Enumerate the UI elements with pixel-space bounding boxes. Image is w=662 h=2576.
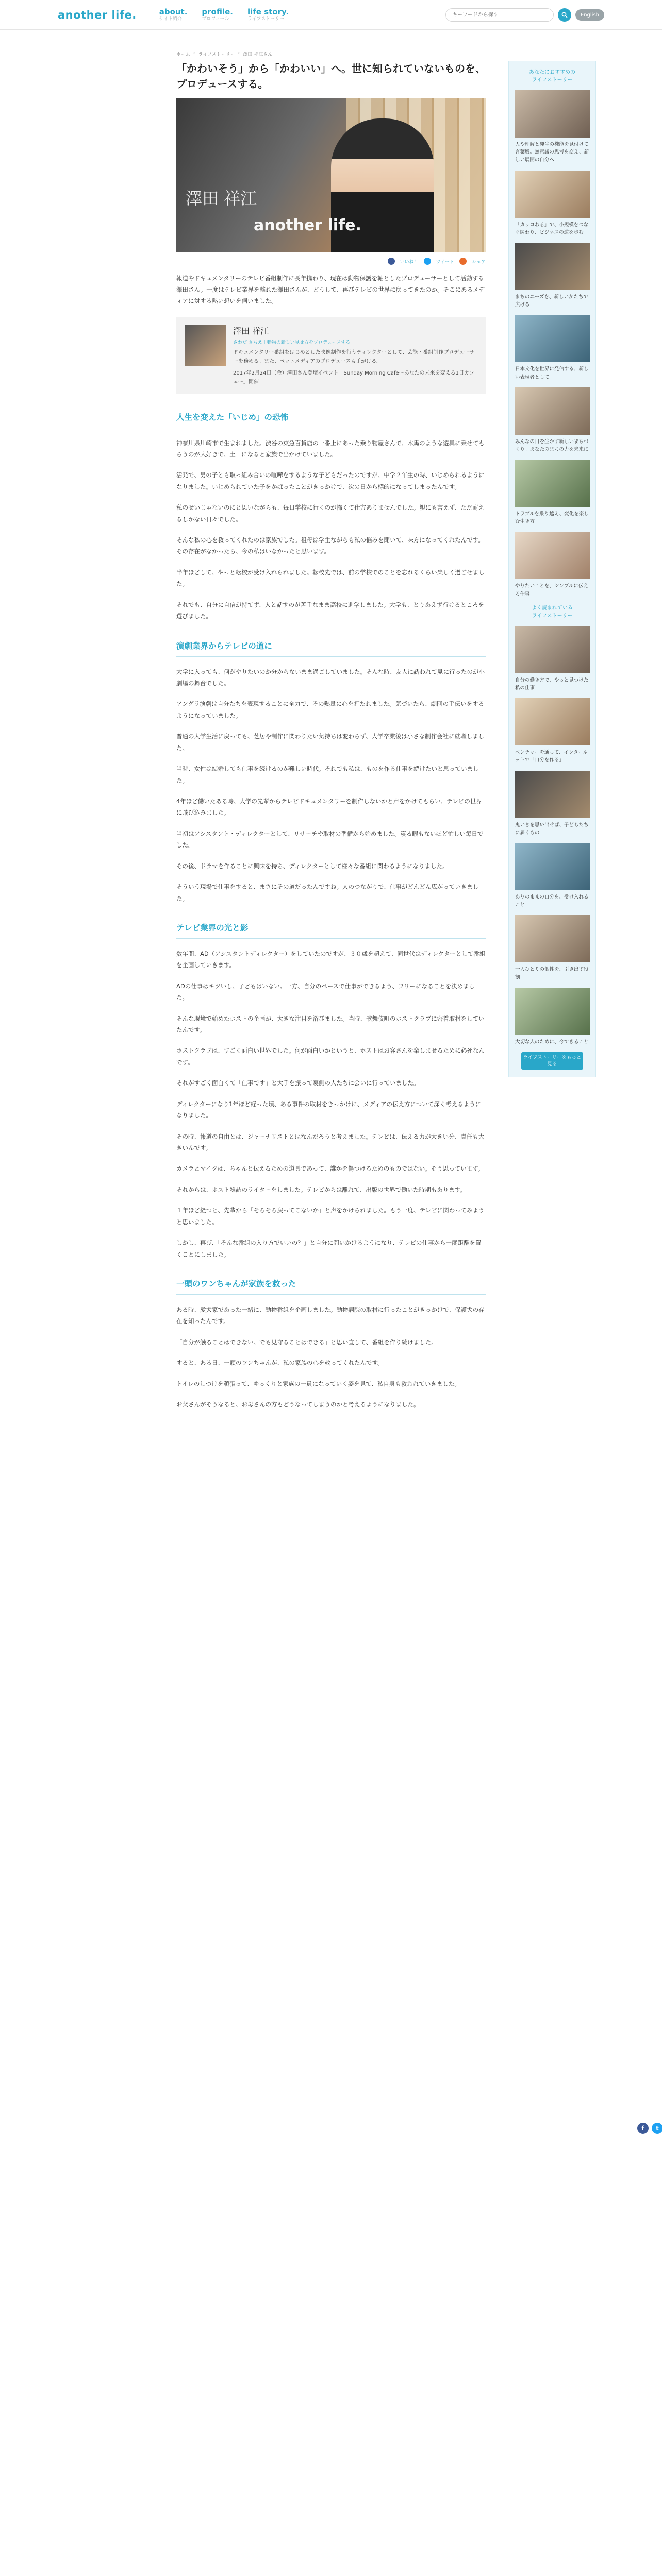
content-container — [58, 61, 604, 1410]
story-thumbnail — [515, 315, 590, 362]
profile-kana[interactable]: さわだ さちえ｜動物の新しい見せ方をプロデュースする — [233, 340, 351, 345]
recommend-box — [508, 61, 596, 1077]
nav-about[interactable] — [159, 8, 188, 22]
section-paragraph: ある時、愛犬家であった一緒に、動物番組を企画しました。動物病院の取材に行ったことがきっかけで、保護犬の存在を知ったんです。 — [176, 1306, 485, 1325]
section-paragraph: カメラとマイクは、ちゃんと伝えるための道具であって、誰かを傷つけるためのものではない。そう思っています。 — [176, 1165, 484, 1173]
share-icon — [459, 258, 467, 265]
section-paragraph: 当時、女性は結婚しても仕事を続けるのが難しい時代。それでも私は、ものを作る仕事を続けたいと思っていました。 — [176, 765, 479, 784]
section-paragraph: しかし、再び、「そんな番組の入り方でいいの？」と自分に問いかけるようになり、テレビの仕事から一度距離を置くことにしました。 — [176, 1239, 482, 1258]
like-button[interactable]: いいね！ — [400, 259, 419, 265]
profile-box — [176, 317, 486, 394]
section-paragraph: 半年ほどして、やっと転校が受け入れられました。転校先では、前の学校でのことを忘れるくらい楽しく過ごせました。 — [176, 568, 485, 588]
search-input[interactable] — [445, 8, 554, 22]
hero-name: 澤田 祥江 — [186, 189, 257, 208]
story-title: みんなの目を生かす新しいまちづくり。あなたのまちの力を未来に — [515, 438, 589, 452]
story-thumbnail — [515, 698, 590, 745]
breadcrumb-home[interactable]: ホーム — [176, 52, 191, 57]
story-title: ありのままの自分を、受け入れること — [515, 894, 589, 908]
story-title: 「カッコわる」で、小規模をつなぐ関わり、ビジネスの道を歩む — [515, 222, 589, 235]
story-thumbnail — [515, 243, 590, 290]
section-paragraph: その時、報道の自由とは、ジャーナリストとはなんだろうと考えました。テレビは、伝える力が大きい分、責任も大きいんです。 — [176, 1132, 485, 1151]
section-heading: 人生を変えた「いじめ」の恐怖 — [176, 411, 486, 428]
section-paragraph: ディレクターになり1年ほど経った頃、ある事件の取材をきっかけに、メディアの伝え方について深く考えるようになりました。 — [176, 1100, 482, 1120]
story-card[interactable] — [515, 460, 589, 526]
story-thumbnail — [515, 171, 590, 218]
story-card[interactable] — [515, 626, 589, 692]
story-card[interactable] — [515, 171, 589, 236]
section-paragraph: すると、ある日、一頭のワンちゃんが、私の家族の心を救ってくれたんです。 — [176, 1359, 384, 1367]
story-thumbnail — [515, 988, 590, 1035]
floating-share — [637, 2123, 662, 2134]
section-paragraph: 私のせいじゃないのにと思いながらも、毎日学校に行くのが怖くて仕方ありませんでした。親にも言えず、ただ耐えるしかない日々でした。 — [176, 504, 485, 523]
section-paragraph: 普通の大学生活に戻っても、芝居や制作に関わりたい気持ちは変わらず、大学卒業後は小さな制作会社に就職しました。 — [176, 733, 485, 752]
section-paragraph: そういう現場で仕事をすると、まさにその道だったんですね。人のつながりで、仕事がどんどん広がっていきました。 — [176, 883, 479, 902]
story-card[interactable] — [515, 988, 589, 1046]
profile-avatar — [185, 325, 226, 366]
story-thumbnail — [515, 771, 590, 818]
section-paragraph: トイレのしつけを頑張って、ゆっくりと家族の一員になっていく姿を見て、私自身も救われていきました。 — [176, 1380, 460, 1387]
nav-life-story-ja: ライフストーリー — [247, 16, 285, 22]
story-thumbnail — [515, 626, 590, 673]
story-title: やりたいことを、シンプルに伝える仕事 — [515, 583, 588, 597]
story-card[interactable] — [515, 387, 589, 453]
facebook-share-button[interactable] — [637, 2123, 649, 2134]
article — [176, 61, 486, 1410]
story-title: トラブルを乗り越え、変化を楽しむ生き方 — [515, 511, 589, 525]
article-lead: 報道やドキュメンタリーのテレビ番組制作に長年携わり、現在は動物保護を軸としたプロデューサーとして活動する澤田さん。一度はテレビ業界を離れた澤田さんが、どうして、再びテレビの世界に戻ってきたのか。そこにあるメディアに対する熱い想いを伺いました。 — [176, 275, 485, 304]
more-stories-button[interactable]: ライフストーリーをもっと見る — [521, 1052, 583, 1070]
article-sections — [176, 411, 486, 1411]
breadcrumb — [58, 30, 604, 61]
section-paragraph: 活発で、男の子とも取っ組み合いの喧嘩をするような子どもだったのですが、中学２年生の時、いじめられるようになりました。いじめられていた子をかばったことがきっかけで、次の日から標的になってしまったんです。 — [176, 471, 485, 490]
section-paragraph: ADの仕事はキツいし、子どもはいない。一方、自分のペースで仕事ができるよう、フリーになることを決めました。 — [176, 982, 475, 1002]
story-card[interactable] — [515, 843, 589, 909]
nav-about-en: about. — [159, 7, 188, 16]
like-icon — [388, 258, 395, 265]
section-paragraph: ホストクラブは、すごく面白い世界でした。何が面白いかというと、ホストはお客さんを楽しませるために必死なんです。 — [176, 1047, 485, 1066]
section-paragraph: それからは、ホスト雑誌のライターをしました。テレビからは離れて、出版の世界で働いた時期もあります。 — [176, 1185, 466, 1193]
section-paragraph: そんな環境で始めたホストの企画が、大きな注目を浴びました。当時、歌舞伎町のホストクラブに密着取材をしていたんです。 — [176, 1014, 485, 1034]
story-thumbnail — [515, 843, 590, 890]
article-title: 「かわいそう」から「かわいい」へ。世に知られていないものを、プロデュースする。 — [176, 62, 486, 90]
story-card[interactable] — [515, 698, 589, 764]
story-title: 一人ひとりの個性を、引き出す役割 — [515, 967, 589, 980]
profile-event-note[interactable]: 2017年2月24日（金）澤田さん登壇イベント「Sunday Morning Cafe～あなたの未来を変える1日カフェ～」開催！ — [233, 370, 474, 385]
nav-life-story-en: life story. — [247, 7, 289, 16]
nav-life-story[interactable] — [247, 8, 289, 22]
tweet-icon — [424, 258, 431, 265]
section-paragraph: 「自分が触ることはできない。でも見守ることはできる」と思い直して、番組を作り続けました。 — [176, 1338, 437, 1346]
search-button[interactable] — [558, 8, 571, 22]
section-paragraph: そんな私の心を救ってくれたのは家族でした。祖母は学生ながらも私の悩みを聞いて、味方になってくれたんです。その存在がなかったら、今の私はいなかったと思います。 — [176, 536, 484, 555]
section-paragraph: 神奈川県川崎市で生まれました。渋谷の東急百貨店の一番上にあった乗り物屋さんで、木馬のような遊具に乗せてもらうのが大好きで、土日になると家族で出かけていました。 — [176, 439, 485, 458]
story-card[interactable] — [515, 915, 589, 981]
search-icon — [561, 12, 568, 18]
site-header — [0, 0, 662, 30]
global-nav — [159, 8, 289, 22]
profile-description: ドキュメンタリー番組をはじめとした映像制作を行うディレクターとして、芸能・番組制作プロデューサーを務める。また、ペットメディアのプロデュースも手がける。 — [233, 349, 474, 364]
popular-list — [515, 626, 589, 1046]
section-paragraph: その後、ドラマを作ることに興味を持ち、ディレクターとして様々な番組に関わるようになりました。 — [176, 862, 449, 870]
story-thumbnail — [515, 532, 590, 579]
story-title: ベンチャーを通して、インターネットで「自分を作る」 — [515, 750, 588, 764]
profile-body — [233, 325, 477, 386]
section-paragraph: 大学に入っても、何がやりたいのか分からないまま過ごしていました。そんな時、友人に誘われて見に行ったのが小劇場の舞台でした。 — [176, 668, 485, 687]
section-paragraph: それがすごく面白くて「仕事です」と大手を振って裏側の人たちに会いに行っていました。 — [176, 1079, 420, 1087]
popular-heading: よく読まれている ライフストーリー — [532, 605, 573, 619]
story-card[interactable] — [515, 532, 589, 598]
sidebar — [508, 61, 596, 1410]
section-paragraph: それでも、自分に自信が持てず、人と話すのが苦手なまま高校に進学しました。大学も、とりあえず行けるところを選びました。 — [176, 601, 485, 620]
site-logo[interactable]: another life. — [58, 9, 137, 21]
breadcrumb-separator: › — [193, 50, 195, 56]
twitter-icon: t — [656, 2125, 659, 2132]
section-paragraph: アングラ演劇は自分たちを表現することに全力で、その熱量に心を打たれました。気づいたら、劇団の手伝いをするようになっていました。 — [176, 700, 485, 719]
breadcrumb-current: 澤田 祥江さん — [243, 52, 273, 57]
section-paragraph: 4年ほど働いたある時、大学の先輩からテレビドキュメンタリーを制作しないかと声をかけてもらい、テレビの世界に飛び込みました。 — [176, 797, 482, 817]
story-card[interactable] — [515, 771, 589, 837]
profile-name: 澤田 祥江 — [233, 326, 269, 336]
story-title: 日本文化を世界に発信する、新しい表現者として — [515, 366, 589, 380]
section-paragraph: 数年間、AD（アシスタントディレクター）をしていたのですが、３０歳を超えて、同世代はディレクターとして番組を企画していきます。 — [176, 950, 486, 969]
language-button[interactable]: English — [575, 9, 604, 21]
story-thumbnail — [515, 460, 590, 507]
recommend-list — [515, 90, 589, 598]
tweet-button[interactable]: ツイート — [436, 259, 455, 265]
twitter-share-button[interactable] — [652, 2123, 662, 2134]
recommend-heading: あなたにおすすめの ライフストーリー — [528, 70, 576, 83]
header-tools — [445, 8, 604, 22]
nav-profile-ja: プロフィール — [202, 16, 229, 22]
hero-logo: another life. — [254, 216, 361, 234]
story-title: 人や理解と発生の機能を見付けて言葉版。無意識の思考を変え、新しい展開の自分へ — [515, 142, 589, 163]
share-row — [176, 258, 486, 265]
nav-profile[interactable] — [202, 8, 233, 22]
story-card[interactable] — [515, 315, 589, 381]
story-card[interactable] — [515, 90, 589, 164]
breadcrumb-separator: › — [238, 50, 240, 56]
story-title: 自分の働き方で、やっと見つけた私の仕事 — [515, 677, 589, 691]
story-card[interactable] — [515, 243, 589, 309]
section-paragraph: 当初はアシスタント・ディレクターとして、リサーチや取材の準備から始めました。寝る暇もないほど忙しい毎日でした。 — [176, 829, 484, 849]
story-thumbnail — [515, 90, 590, 138]
story-title: まちのニーズを、新しいかたちで広げる — [515, 294, 588, 308]
section-paragraph: お父さんがそうなると、お母さんの方もどうなってしまうのかと考えるようになりました。 — [176, 1401, 420, 1409]
nav-about-ja: サイト紹介 — [159, 16, 183, 22]
facebook-icon: f — [641, 2125, 644, 2132]
story-title: 大切な人のために、今できること — [515, 1039, 589, 1045]
hero-image — [176, 98, 486, 252]
section-paragraph: １年ほど経つと、先輩から「そろそろ戻ってこないか」と声をかけられました。もう一度、テレビに関わってみようと思いました。 — [176, 1207, 485, 1226]
section-heading: テレビ業界の光と影 — [176, 922, 486, 939]
story-thumbnail — [515, 387, 590, 435]
story-title: 鬼いきを思い出せば、子どもたちに届くもの — [515, 822, 589, 836]
story-thumbnail — [515, 915, 590, 962]
section-heading: 演劇業界からテレビの道に — [176, 640, 486, 657]
breadcrumb-life-story[interactable]: ライフストーリー — [198, 52, 235, 57]
section-heading: 一頭のワンちゃんが家族を救った — [176, 1278, 486, 1295]
share-button[interactable]: シェア — [472, 259, 486, 265]
nav-profile-en: profile. — [202, 7, 233, 16]
